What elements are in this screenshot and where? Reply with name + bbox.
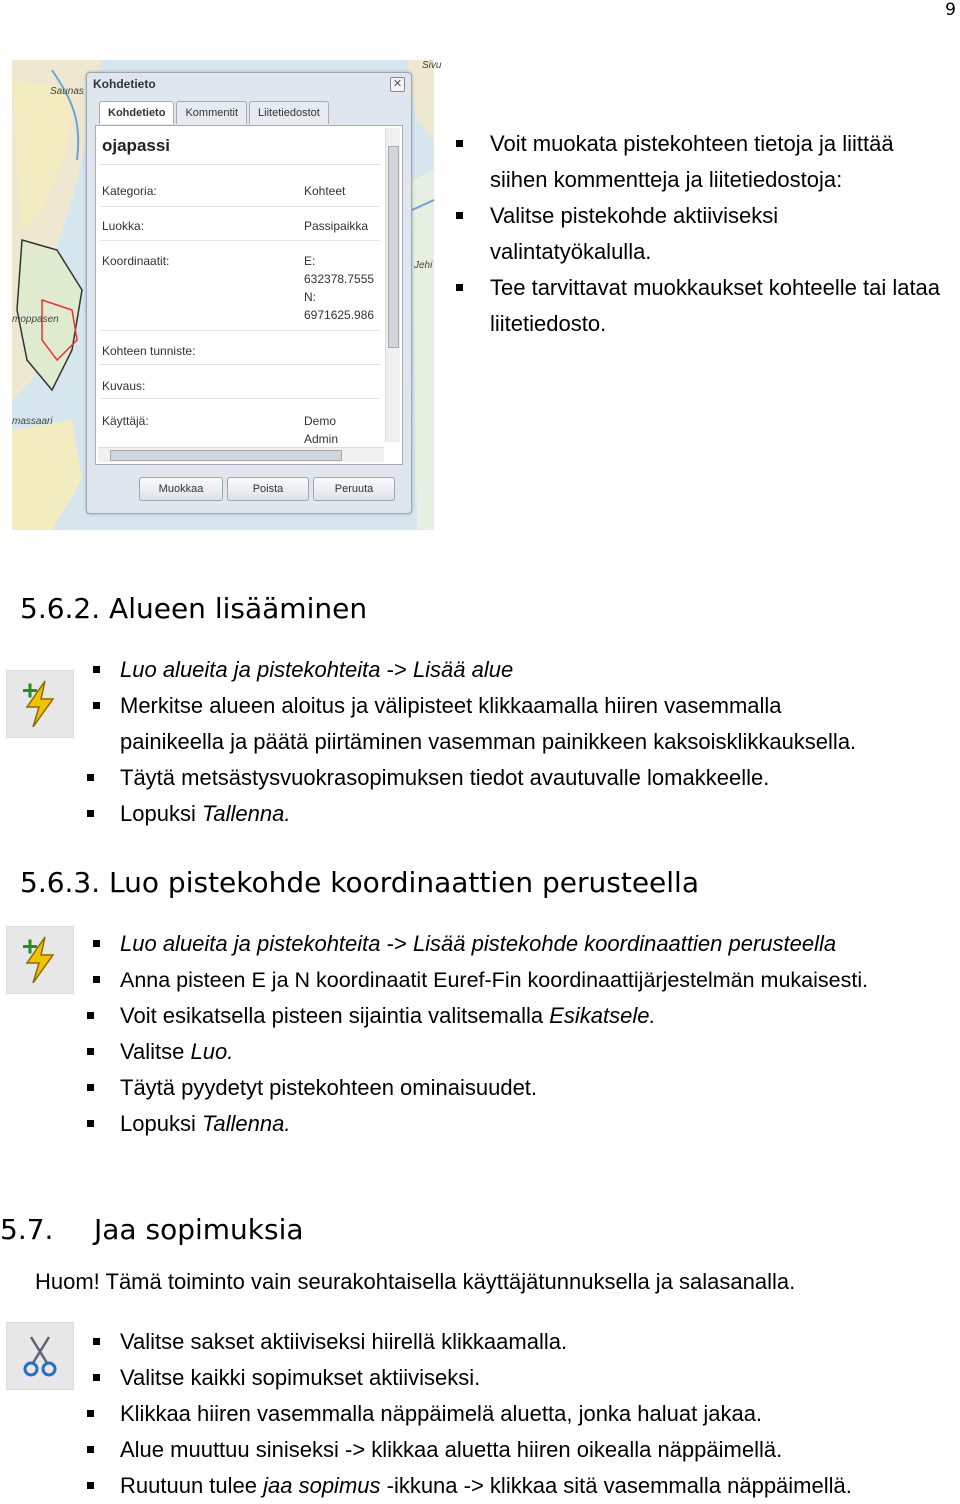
field-label: Käyttäjä: bbox=[102, 414, 149, 428]
bullet-marker bbox=[87, 1482, 94, 1489]
bullet-marker bbox=[87, 1012, 94, 1019]
bullet-marker bbox=[87, 1048, 94, 1055]
bullet-marker bbox=[456, 212, 463, 219]
field-label: Koordinaatit: bbox=[102, 254, 170, 268]
bullet-marker bbox=[456, 284, 463, 291]
dialog-tabs bbox=[99, 101, 331, 125]
page-number: 9 bbox=[945, 0, 956, 20]
bullet-marker bbox=[87, 1120, 94, 1127]
bullet-marker bbox=[93, 1374, 100, 1381]
feature-info-dialog bbox=[86, 72, 412, 514]
delete-button[interactable]: Poista bbox=[227, 477, 309, 501]
lightning-add-icon bbox=[6, 670, 74, 738]
bullet-marker bbox=[93, 666, 100, 673]
field-label: Kuvaus: bbox=[102, 379, 146, 393]
field-label: Luokka: bbox=[102, 219, 145, 233]
bullet-562-2b: painikeella ja päätä piirtäminen vasemman painikkeen kaksoisklikkauksella. bbox=[120, 729, 857, 754]
bullet-563-3: Voit esikatsella pisteen sijaintia valitsemalla Esikatsele. bbox=[120, 1003, 656, 1028]
bullet-563-2: Anna pisteen E ja N koordinaatit Euref-Fin koordinaattijärjestelmän mukaisesti. bbox=[120, 968, 869, 992]
section-heading-number: 5.7. bbox=[0, 1213, 54, 1246]
record-title: ojapassi bbox=[102, 136, 171, 155]
note: Huom! Tämä toiminto vain seurakohtaisella käyttäjätunnuksella ja salasanalla. bbox=[35, 1269, 796, 1294]
field-value: Kohteet bbox=[304, 184, 346, 198]
field-value: E: 632378.7555 N: 6971625.986 bbox=[304, 254, 375, 322]
bullet-marker bbox=[87, 1410, 94, 1417]
tab-kohdetieto[interactable]: Kohdetieto bbox=[99, 101, 174, 124]
map-label: moppasen bbox=[12, 314, 59, 325]
bullet-563-1: Luo alueita ja pistekohteita -> Lisää pistekohde koordinaattien perusteella bbox=[120, 931, 837, 956]
bullet-marker bbox=[93, 1338, 100, 1345]
bullet-563-4: Valitse Luo. bbox=[120, 1039, 234, 1064]
bullet-562-1: Luo alueita ja pistekohteita -> Lisää alue bbox=[120, 657, 514, 682]
close-icon[interactable]: ✕ bbox=[390, 77, 405, 92]
intro-bullet: Tee tarvittavat muokkaukset kohteelle tai lataa liitetiedosto. bbox=[490, 275, 941, 336]
attribute-pane bbox=[95, 125, 403, 465]
horizontal-scrollbar[interactable] bbox=[98, 447, 384, 462]
dialog-title: Kohdetieto bbox=[93, 77, 156, 91]
bullet-marker bbox=[93, 976, 100, 983]
bullet-57-4: Alue muuttuu siniseksi -> klikkaa aluetta hiiren oikealla näppäimellä. bbox=[120, 1437, 783, 1462]
intro-bullet: Voit muokata pistekohteen tietoja ja liittää siihen kommentteja ja liitetiedostoja: bbox=[490, 131, 894, 192]
bullet-562-3: Täytä metsästysvuokrasopimuksen tiedot avautuvalle lomakkeelle. bbox=[120, 765, 770, 790]
scissors-icon bbox=[6, 1322, 74, 1390]
bullet-marker bbox=[87, 1084, 94, 1091]
tab-kommentit[interactable]: Kommentit bbox=[176, 101, 247, 124]
field-label: Kohteen tunniste: bbox=[102, 344, 196, 358]
bullet-562-2a: Merkitse alueen aloitus ja välipisteet klikkaamalla hiiren vasemmalla bbox=[120, 693, 782, 718]
bullet-57-2: Valitse kaikki sopimukset aktiiviseksi. bbox=[120, 1365, 481, 1390]
vertical-scrollbar[interactable] bbox=[385, 128, 400, 442]
section-heading: Jaa sopimuksia bbox=[94, 1213, 304, 1246]
bullet-marker bbox=[93, 940, 100, 947]
feature-info-screenshot bbox=[12, 60, 442, 530]
section-heading: 5.6.3. Luo pistekohde koordinaattien perusteella bbox=[20, 866, 699, 899]
bullet-marker bbox=[87, 774, 94, 781]
bullet-57-1: Valitse sakset aktiiviseksi hiirellä klikkaamalla. bbox=[120, 1329, 568, 1354]
bullet-57-3: Klikkaa hiiren vasemmalla näppäimelä aluetta, jonka haluat jakaa. bbox=[120, 1401, 763, 1426]
tab-liitetiedostot[interactable]: Liitetiedostot bbox=[249, 101, 329, 124]
bullet-marker bbox=[93, 702, 100, 709]
map-label: massaari bbox=[12, 416, 53, 427]
bullet-563-6: Lopuksi Tallenna. bbox=[120, 1111, 291, 1136]
field-label: Kategoria: bbox=[102, 184, 157, 198]
bullet-563-5: Täytä pyydetyt pistekohteen ominaisuudet. bbox=[120, 1075, 538, 1100]
bullet-marker bbox=[456, 140, 463, 147]
bullet-57-5: Ruutuun tulee jaa sopimus -ikkuna -> klikkaa sitä vasemmalla näppäimellä. bbox=[120, 1473, 852, 1498]
edit-button[interactable]: Muokkaa bbox=[139, 477, 223, 501]
field-value: Demo Admin bbox=[304, 414, 339, 446]
section-heading: 5.6.2. Alueen lisääminen bbox=[20, 592, 368, 625]
cancel-button[interactable]: Peruuta bbox=[313, 477, 395, 501]
map-label: Sivu bbox=[422, 60, 442, 71]
field-value: Passipaikka bbox=[304, 219, 369, 233]
bullet-marker bbox=[87, 810, 94, 817]
map-label: Saunas bbox=[50, 86, 84, 97]
bullet-562-4: Lopuksi Tallenna. bbox=[120, 801, 291, 826]
map-label: Jehi bbox=[414, 260, 433, 271]
lightning-add-icon bbox=[6, 926, 74, 994]
intro-bullet: Valitse pistekohde aktiiviseksi valintatyökalulla. bbox=[490, 203, 779, 264]
bullet-marker bbox=[87, 1446, 94, 1453]
